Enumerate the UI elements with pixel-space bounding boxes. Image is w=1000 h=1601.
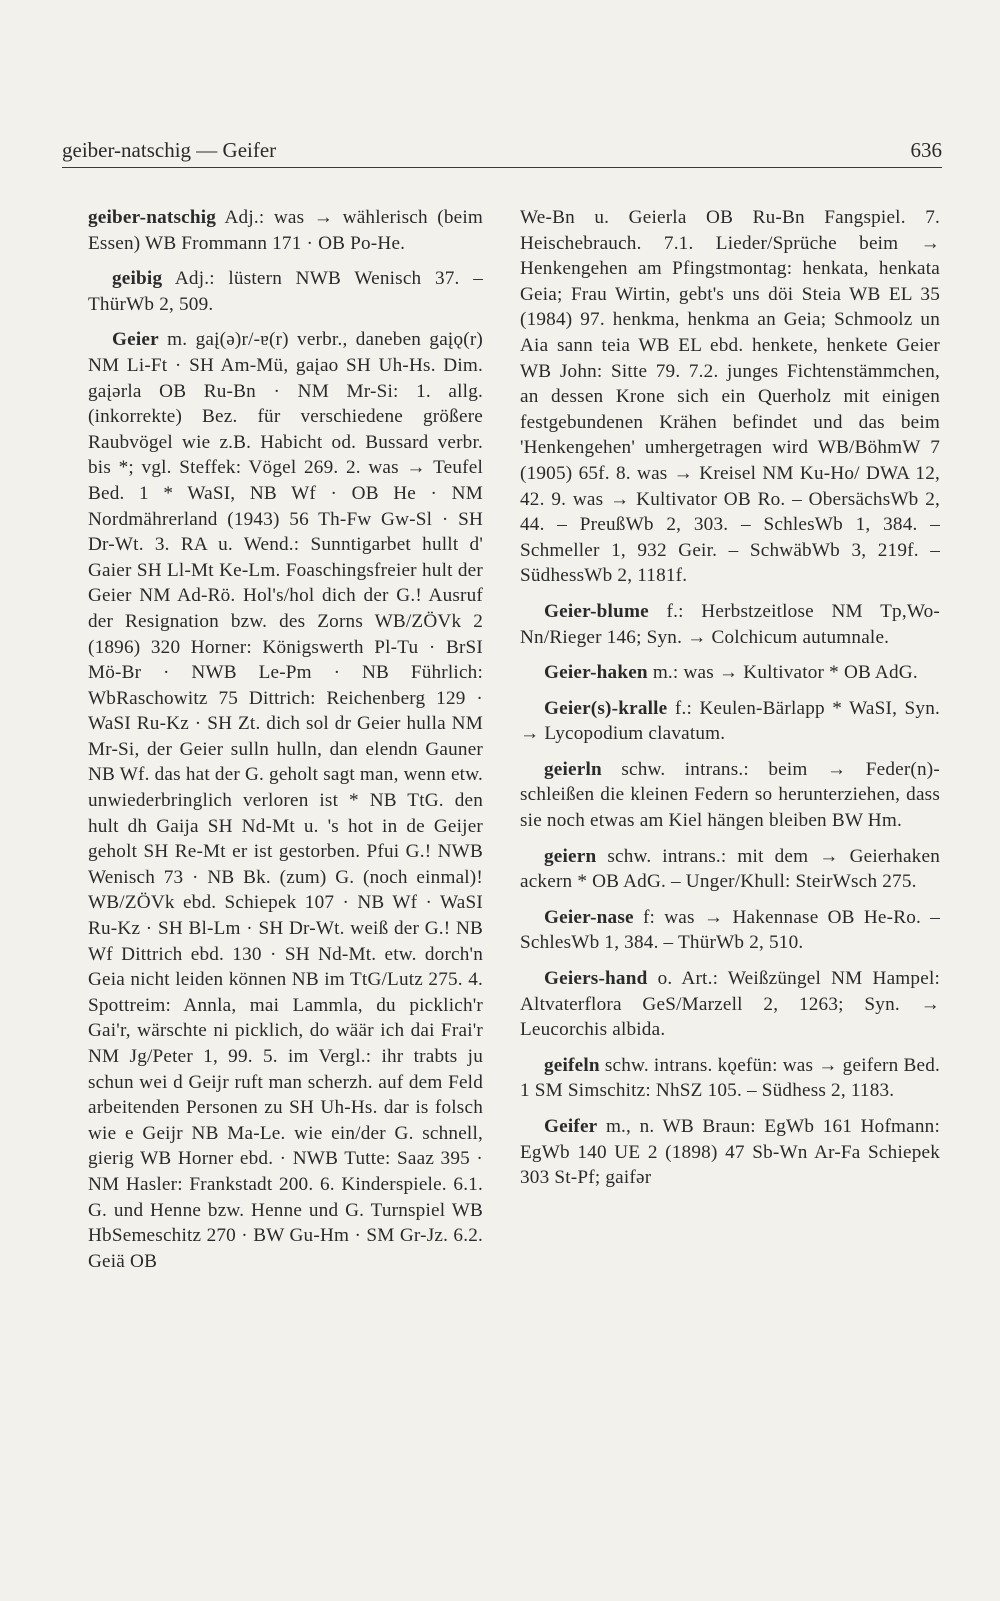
page-number: 636 (910, 138, 942, 162)
entry-headword: Geier(s)-kralle (544, 697, 668, 719)
right-column (520, 205, 940, 1201)
dictionary-entry (520, 1053, 940, 1104)
dictionary-entry (88, 266, 483, 317)
entry-headword: Geifer (544, 1116, 598, 1137)
running-title: geiber-natschig — Geifer (62, 138, 277, 162)
dictionary-entry (520, 660, 940, 686)
dictionary-entry-continued (520, 205, 940, 589)
entry-text: We-Bn u. Geierla OB Ru-Bn Fangspiel. 7. Heischebrauch. 7.1. Lieder/Sprüche beim → Henkengehen am Pfingstmontag: henkata, henkata Geia; Frau Wirtin, gebt's uns döi Steia WB EL 35 (1984) 97. henkma, henkma an Geia; Schmoolz un Aia sann teia WB EL ebd. henkete, henkete Geier WB John: Sitte 79. 7.2. junges Fichtenstämmchen, an dessen Krone sich ein Querholz mit einigen festgebundenen Krähen befindet und das beim 'Henkengehen' umhergetragen wird WB/BöhmW 7 (1905) 65f. 8. was → Kreisel NM Ku-Ho/ DWA 12, 42. 9. was → Kultivator OB Ro. – ObersächsWb 2, 44. – PreußWb 2, 303. – SchlesWb 1, 384. – Schmeller 1, 932 Geir. – SchwäbWb 3, 219f. – SüdhessWb 2, 1181f. (520, 207, 940, 587)
entry-headword: Geiers-hand (544, 968, 648, 990)
running-head (62, 138, 942, 163)
dictionary-entry (520, 905, 940, 956)
dictionary-entry (88, 327, 483, 1274)
header-rule (62, 167, 942, 168)
entry-text: o. Art.: Weißzüngel NM Hampel: Altvaterflora GeS/Marzell 2, 1263; Syn. → Leucorchis albida. (520, 968, 940, 1041)
dictionary-entry (520, 599, 940, 650)
dictionary-entry (520, 844, 940, 895)
entry-text: f: was → Hakennase OB He-Ro. – SchlesWb 1, 384. – ThürWb 2, 510. (520, 906, 941, 954)
entry-headword: Geier-nase (544, 906, 634, 928)
entry-text: schw. intrans.: beim → Feder(n)-schleißen die kleinen Federn so herunterziehen, dass sie noch etwas am Kiel hängen bleiben BW Hm. (520, 758, 940, 832)
entry-text: Adj.: was → wählerisch (beim Essen) WB Frommann 171 · OB Po-He. (88, 207, 483, 254)
entry-headword: geifeln (544, 1054, 600, 1076)
entry-text: f.: Herbstzeitlose NM Tp,Wo-Nn/Rieger 146; Syn. → Colchicum autumnale. (520, 600, 940, 648)
entry-text: m., n. WB Braun: EgWb 161 Hofmann: EgWb 140 UE 2 (1898) 47 Sb-Wn Ar-Fa Schiepek 303 St-Pf; gaifər (520, 1116, 940, 1189)
entry-headword: geiern (544, 845, 597, 867)
entry-headword: geiber-natschig (88, 207, 217, 228)
dictionary-entry (88, 205, 483, 256)
entry-headword: Geier-haken (544, 662, 648, 684)
entry-text: schw. intrans. kǫefün: was → geifern Bed. 1 SM Simschitz: NhSZ 105. – Südhess 2, 1183. (520, 1054, 940, 1102)
entry-text: Adj.: lüstern NWB Wenisch 37. – ThürWb 2, 509. (88, 268, 484, 315)
dictionary-entry (520, 696, 940, 747)
entry-text: m. gaį(ə)r/-ɐ(r) verbr., daneben gaįǫ(r) NM Li-Ft · SH Am-Mü, gaįao SH Uh-Hs. Dim. gaįərla OB Ru-Bn · NM Mr-Si: 1. allg. (inkorrekte) Bez. für verschiedene größere Raubvögel wie z.B. Habicht od. Bussard verbr. bis *; vgl. Steffek: Vögel 269. 2. was → Teufel Bed. 1 * WaSI, NB Wf · OB He · NM Nordmährerland (1943) 56 Th-Fw Gw-Sl · SH Dr-Wt. 3. RA u. Wend.: Sunntigarbet hullt d' Gaier SH Ll-Mt Ke-Lm. Foaschingsfreier hult der Geier NM Ad-Rö. Hol's/hol dich der G.! Ausruf der Resignation bzw. des Zorns WB/ZÖVk 2 (1896) 320 Horner: Königswerth Pl-Tu · BrSI Mö-Br · NWB Le-Pm · NB Führlich: WbRaschowitz 75 Dittrich: Reichenberg 129 · WaSI Ru-Kz · SH Zt. dich sol dr Geier hulla NM Mr-Si, der Geier sulln hulln, dan elendn Gauner NB Wf. das hat der G. geholt sagt man, wenn etw. unwiederbringlich verloren ist * NB TtG. den hult dh Gaija SH Nd-Mt u. 's hot in de Geijer geholt SH Re-Mt er ist gestorben. Pfui G.! NWB Wenisch 73 · NB Bk. (zum) G. (noch einmal)! WB/ZÖVk ebd. Schiepek 107 · NB Wf · WaSI Ru-Kz · SH Bl-Lm · SH Dr-Wt. weiß der G.! NB Wf Dittrich ebd. 130 · SH Nd-Mt. etw. dorch'n Geia nicht leiden können NB im TtG/Lutz 275. 4. Spottreim: Annla, mai Lammla, du picklich'r Gai'r, wärschte ni picklich, do wäär ich dai Frai'r NM Jg/Peter 1, 99. 5. im Vergl.: ihr trabts ju schun wei d Geijr ruft man scherzh. auf dem Feld arbeitenden Personen zu SH Uh-Hs. dar is folsch wie e Geijr NB Ma-Le. wie ein/der G. schnell, gierig WB Horner ebd. · NWB Tutte: Saaz 395 · NM Hasler: Frankstadt 200. 6. Kinderspiele. 6.1. G. und Henne bzw. Henne und G. Turnspiel WB HbSemeschitz 270 · BW Gu-Hm · SM Gr-Jz. 6.2. Geiä OB (88, 329, 484, 1272)
entry-text: m.: was → Kultivator * OB AdG. (652, 662, 918, 684)
entry-headword: Geier (112, 329, 159, 351)
dictionary-entry (520, 757, 940, 834)
entry-text: schw. intrans.: mit dem → Geierhaken ackern * OB AdG. – Unger/Khull: SteirWsch 275. (520, 845, 940, 893)
entry-text: f.: Keulen-Bärlapp * WaSI, Syn. → Lycopodium clavatum. (520, 697, 941, 745)
entry-headword: Geier-blume (544, 600, 649, 622)
dictionary-entry (520, 1114, 940, 1191)
left-column (88, 205, 483, 1284)
entry-headword: geierln (544, 758, 602, 780)
entry-headword: geibig (112, 268, 163, 290)
dictionary-entry (520, 966, 940, 1043)
